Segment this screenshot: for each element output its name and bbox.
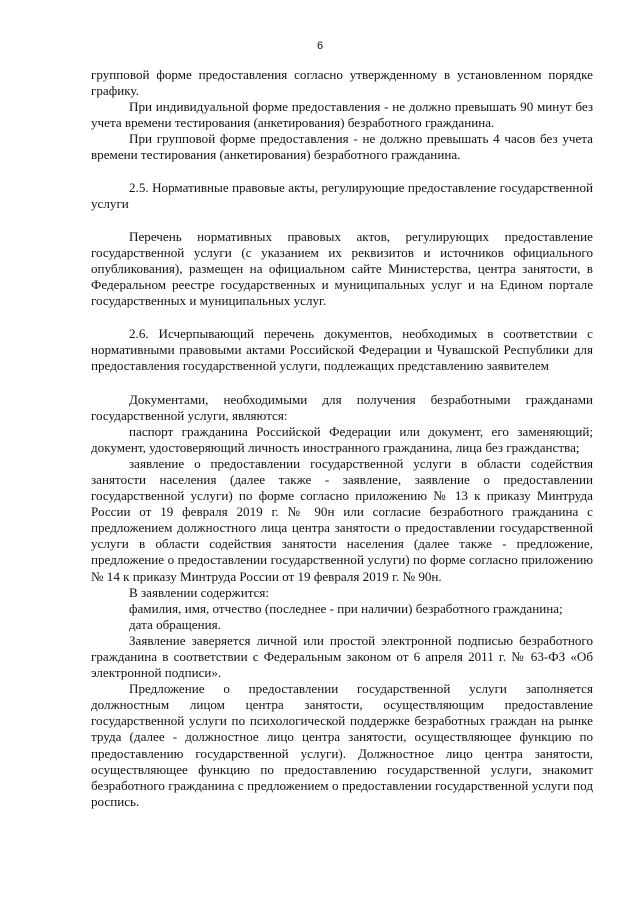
paragraph: паспорт гражданина Российской Федерации или документ, его заменяющий; документ, удостоверяющий личность иностранного гражданина, лица без гражданства; bbox=[91, 423, 593, 455]
paragraph: фамилия, имя, отчество (последнее - при наличии) безработного гражданина; bbox=[129, 600, 563, 616]
paragraph: В заявлении содержится: bbox=[129, 584, 270, 600]
section-heading-2-6: 2.6. Исчерпывающий перечень документов, необходимых в соответствии с нормативными правовыми актами Российской Федерации и Чувашской Республики для предоставления государственной услуги, подлежащих представлению заявителем bbox=[91, 326, 593, 374]
paragraph: Заявление заверяется личной или простой электронной подписью безработного гражданина в соответствии с Федеральным законом от 6 апреля 2011 г. № 63-ФЗ «Об электронной подписи». bbox=[91, 632, 593, 681]
paragraph: Перечень нормативных правовых актов, регулирующих предоставление государственной услуги (с указанием их реквизитов и источников официального опубликования), размещен на официальном сайте Министерства, центра занятости, в Федеральном реестре государственных и муниципальных услуг и на Едином портале государственных и муниципальных услуг. bbox=[91, 228, 593, 309]
paragraph: Предложение о предоставлении государственной услуги заполняется должностным лицом центра занятости, осуществляющим предоставление государственной услуги по психологической поддержке безработных граждан на рынке труда (далее - должностное лицо центра занятости, осуществляющее функцию по предоставлению государственной услуги). Должностное лицо центра занятости, осуществляющее функцию по предоставлению государственной услуги, знакомит безработного гражданина с предложением о предоставлении государственной услуги под роспись. bbox=[91, 681, 593, 809]
paragraph: дата обращения. bbox=[129, 616, 221, 632]
paragraph: заявление о предоставлении государственной услуги в области содействия занятости населения (далее также - заявление, заявление о предоставлении государственной услуги) по форме согласно приложению № 13 к приказу Минтруда России от 19 февраля 2019 г. № 90н или согласие безработного гражданина с предложением должностного лица центра занятости о предоставлении государственной услуги в области содействия занятости населения (далее также - предложение, предложение о предоставлении государственной услуги) по форме согласно приложению № 14 к приказу Минтруда России от 19 февраля 2019 г. № 90н. bbox=[91, 455, 593, 584]
paragraph: При индивидуальной форме предоставления - не должно превышать 90 минут без учета времени тестирования (анкетирования) безработного гражданина. bbox=[91, 99, 593, 131]
section-heading-2-5: 2.5. Нормативные правовые акты, регулирующие предоставление государственной услуги bbox=[91, 179, 593, 211]
page-number: 6 bbox=[316, 40, 324, 52]
paragraph: При групповой форме предоставления - не должно превышать 4 часов без учета времени тестирования (анкетирования) безработного гражданина. bbox=[91, 131, 593, 163]
document-body bbox=[91, 67, 593, 810]
paragraph: групповой форме предоставления согласно утвержденному в установленном порядке графику. bbox=[91, 67, 593, 99]
paragraph: Документами, необходимыми для получения безработными гражданами государственной услуги, являются: bbox=[91, 391, 593, 423]
